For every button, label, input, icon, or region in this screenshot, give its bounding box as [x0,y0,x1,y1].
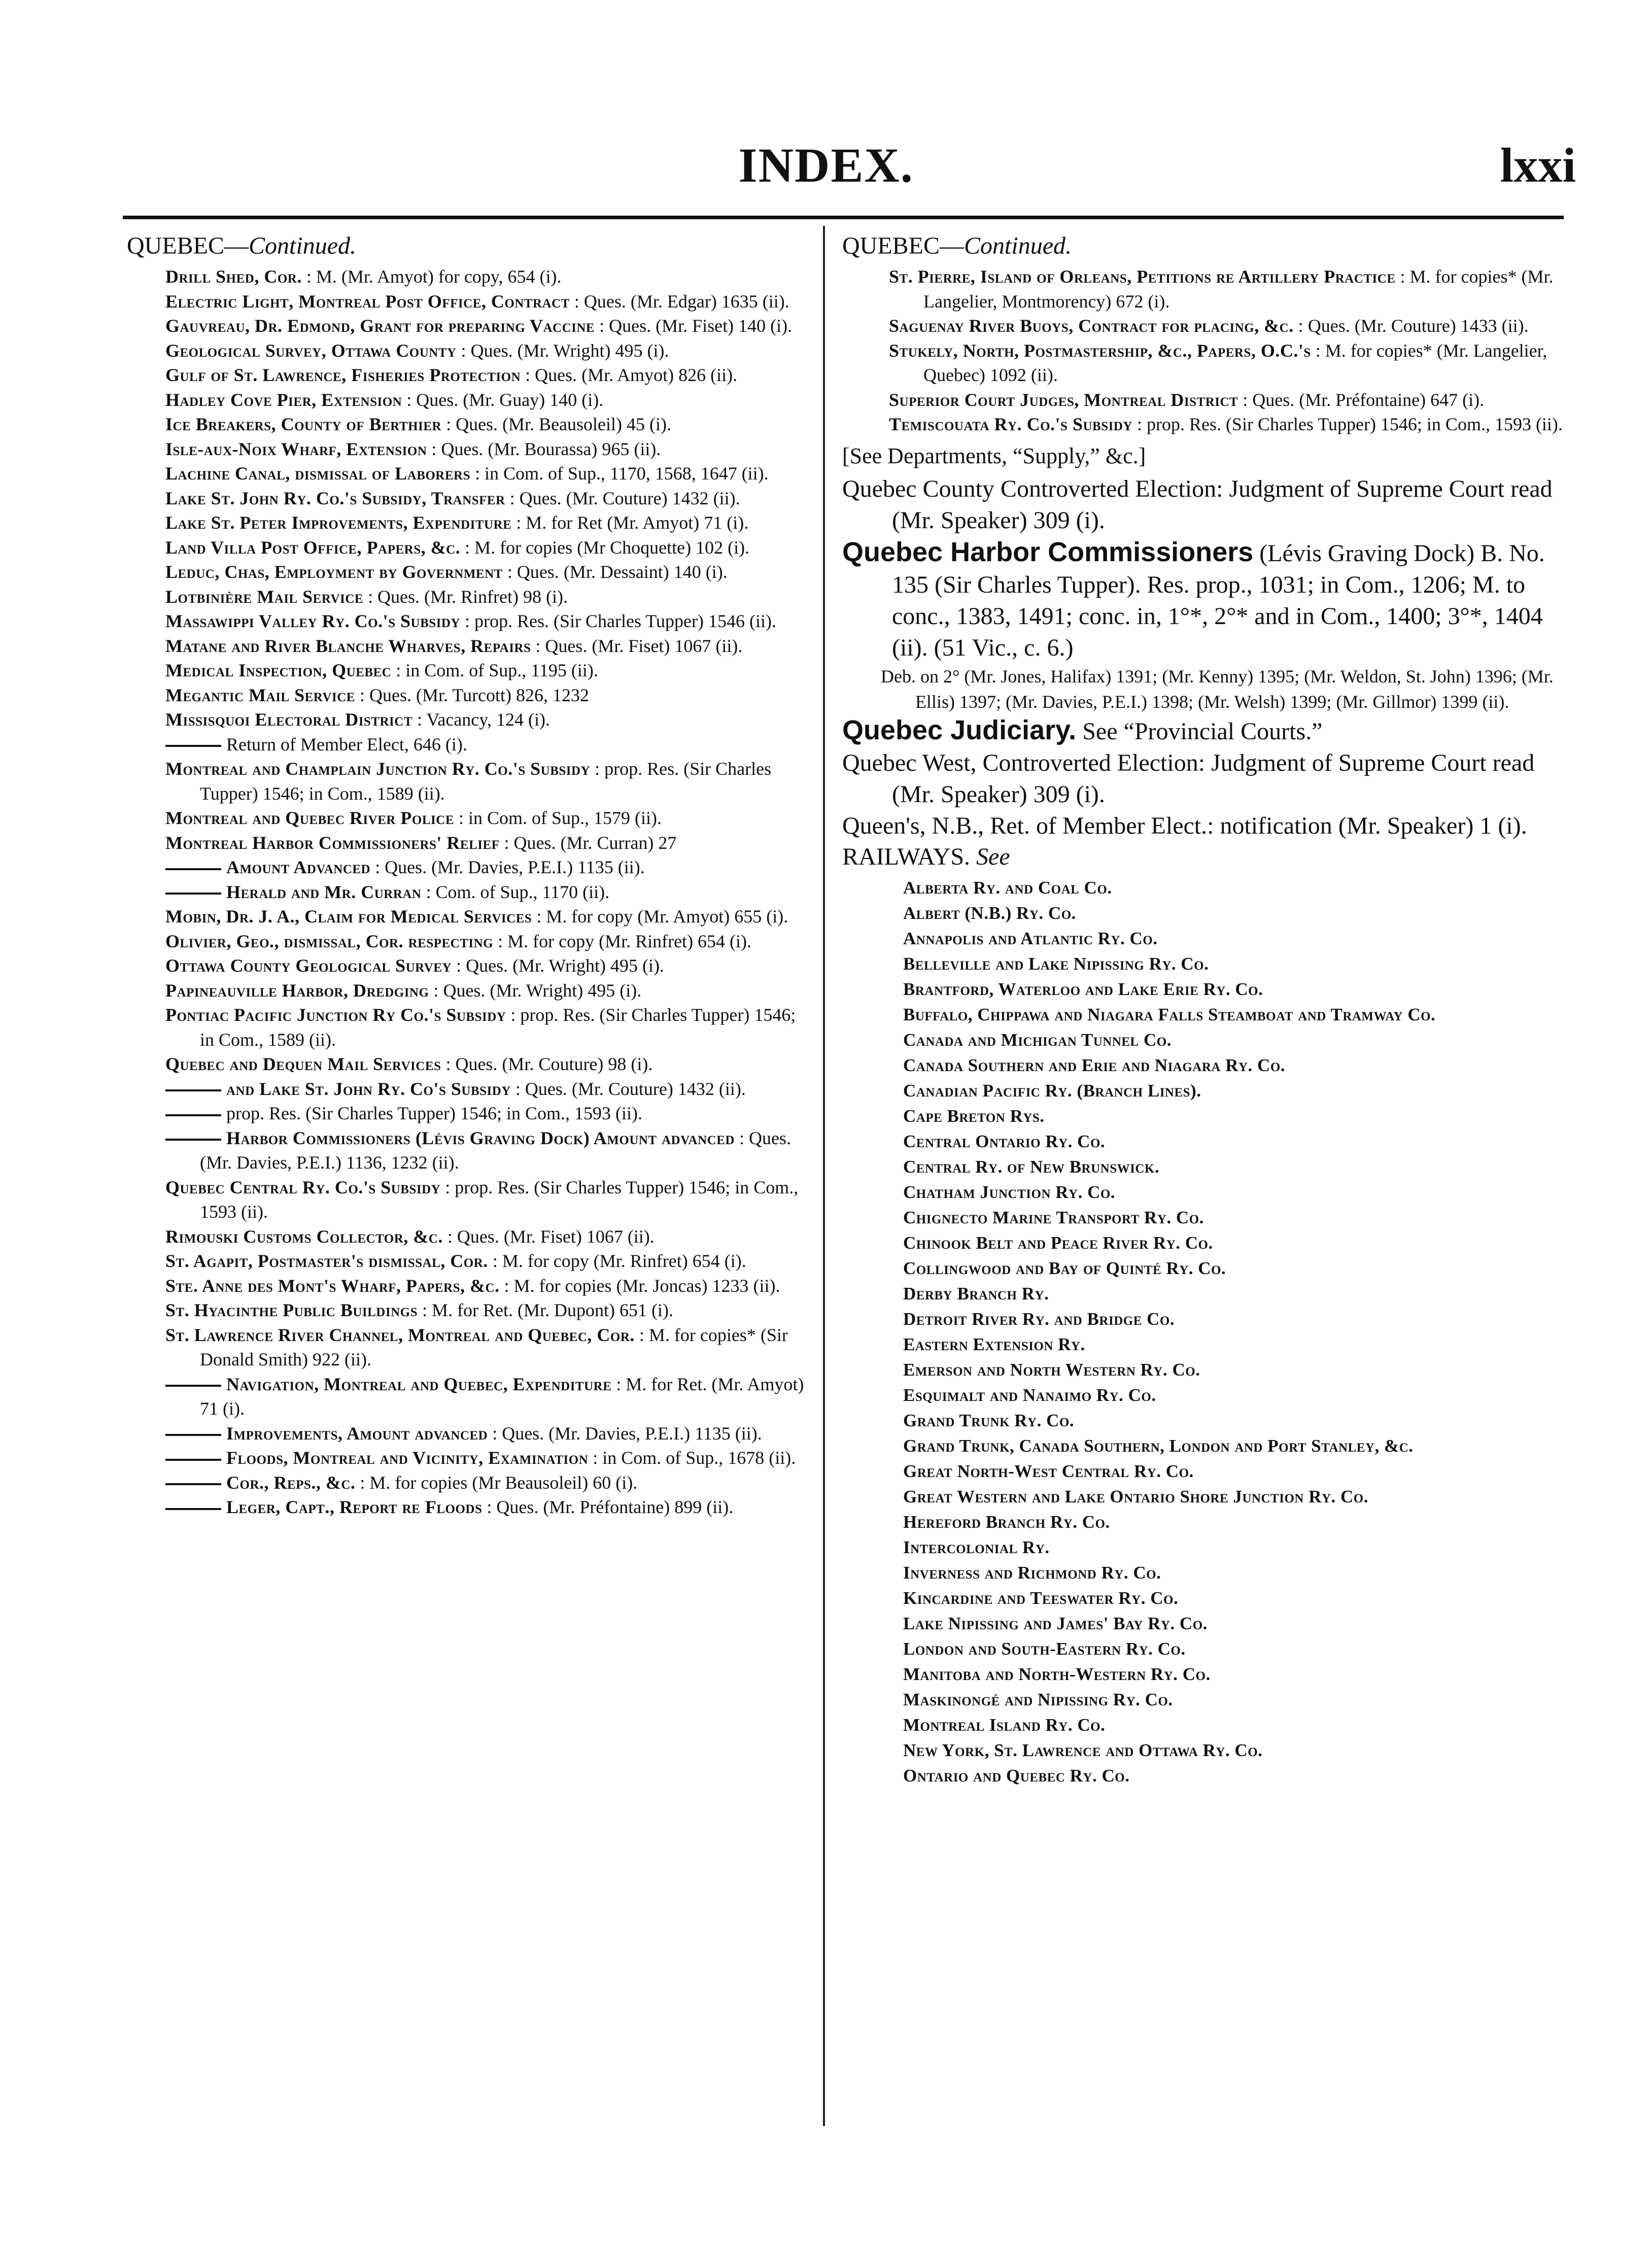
railway-item: Derby Branch Ry. [903,1283,1049,1304]
right-index-entry [889,412,1568,437]
entry-reference: prop. Res. (Sir Charles Tupper) 1546; in Com., 1593 (ii). [226,1103,642,1123]
left-index-entry [165,929,809,954]
left-index-entry [165,1495,809,1520]
entry-heading: Megantic Mail Service [165,684,355,705]
entry-reference: : Ques. (Mr. Beausoleil) 45 (i). [441,414,671,434]
entry-reference: : M. for copy (Mr. Rinfret) 654 (i). [493,931,752,951]
entry-heading: Drill Shed, Cor. [165,266,302,287]
left-index-entry [165,1126,809,1175]
left-index-entry [165,585,809,609]
entry-heading: Herald and Mr. Curran [226,881,422,902]
entry-heading: Papineauville Harbor, Dredging [165,980,429,1001]
entry-heading: Massawippi Valley Ry. Co.'s Subsidy [165,611,460,631]
entry-reference: : M. for copies (Mr Beausoleil) 60 (i). [355,1472,638,1493]
railway-item: Kincardine and Teeswater Ry. Co. [903,1588,1179,1608]
entry-heading: Montreal and Quebec River Police [165,808,454,828]
left-index-entry [165,880,809,905]
entry-reference: : in Com. of Sup., 1195 (ii). [391,660,598,680]
ditto-dash [165,1434,221,1436]
ditto-dash [165,1483,221,1485]
railway-item: Canadian Pacific Ry. (Branch Lines). [903,1080,1201,1101]
entry-heading: Lachine Canal, dismissal of Laborers [165,463,470,484]
right-index-entry [889,264,1568,314]
left-index-entry [165,1372,809,1421]
entry-reference: : Ques. (Mr. Turcott) 826, 1232 [355,684,590,705]
entry-reference: : Ques. (Mr. Préfontaine) 899 (ii). [482,1497,734,1517]
ditto-dash [165,893,221,895]
entry-reference: : Ques. (Mr. Couture) 98 (i). [441,1054,653,1074]
left-index-entry [165,757,809,806]
left-index-entry [165,1421,809,1446]
entry-heading: Matane and River Blanche Wharves, Repairs [165,635,531,656]
railway-item: Hereford Branch Ry. Co. [903,1512,1110,1532]
entry-heading: Quebec Central Ry. Co.'s Subsidy [165,1177,441,1197]
railway-item: Emerson and North Western Ry. Co. [903,1359,1200,1380]
left-index-entry [165,732,809,757]
railway-item: Belleville and Lake Nipissing Ry. Co. [903,953,1209,974]
left-index-entry [165,510,809,535]
left-index-entry [165,1274,809,1298]
left-index-entry [165,1101,809,1126]
ditto-dash [165,1114,221,1116]
railway-item: Canada Southern and Erie and Niagara Ry. Co. [903,1055,1286,1075]
entry-reference: : Ques. (Mr. Couture) 1432 (ii). [510,1078,746,1099]
entry-reference: : in Com. of Sup., 1170, 1568, 1647 (ii). [470,463,769,484]
see-reference: [See Departments, “Supply,” &c.] [842,443,1146,468]
entry-reference: : in Com. of Sup., 1678 (ii). [588,1448,796,1468]
railway-item: Eastern Extension Ry. [903,1334,1085,1354]
entry-reference: : Ques. (Mr. Dessaint) 140 (i). [502,562,728,582]
entry-heading: Geological Survey, Ottawa County [165,340,457,361]
entry-heading: Gauvreau, Dr. Edmond, Grant for preparing Vaccine [165,316,595,336]
entry-heading: Missisquoi Electoral District [165,709,413,730]
entry-heading: Ste. Anne des Mont's Wharf, Papers, &c. [165,1275,500,1296]
left-index-entry [165,388,809,413]
entry-heading: Medical Inspection, Quebec [165,660,392,680]
section-heading-right: QUEBEC—Continued. [842,232,1072,259]
entry-reference: : M. for copies* (Mr. Langelier, Montmorency) 672 (i). [923,266,1554,312]
left-index-entry [165,1175,809,1224]
entry-reference: Return of Member Elect, 646 (i). [226,734,467,755]
entry-heading: Lotbinière Mail Service [165,586,364,607]
right-index-entry [889,314,1568,338]
railway-item: Manitoba and North-Western Ry. Co. [903,1664,1211,1684]
railways-heading: RAILWAYS. See [842,843,1010,870]
railway-item: Alberta Ry. and Coal Co. [903,877,1112,898]
left-index-entry [165,461,809,486]
left-index-entry [165,363,809,388]
queens-entry: Queen's, N.B., Ret. of Member Elect.: notification (Mr. Speaker) 1 (i). [842,812,1527,839]
entry-heading: Hadley Cove Pier, Extension [165,389,402,410]
right-index-entry [889,388,1568,413]
left-index-entry [165,1249,809,1274]
entry-reference: : M. for copies* (Mr. Langelier, Quebec) 1092 (ii). [923,340,1547,385]
entry-heading: Lake St. Peter Improvements, Expenditure [165,512,512,533]
entry-reference: : prop. Res. (Sir Charles Tupper) 1546 (ii). [460,611,776,631]
left-index-entry [165,953,809,978]
entry-heading: St. Lawrence River Channel, Montreal and Quebec, Cor. [165,1324,635,1345]
entry-reference: : Vacancy, 124 (i). [412,709,550,730]
entry-heading: Stukely, North, Postmastership, &c., Papers, O.C.'s [889,340,1311,361]
railway-item: Detroit River Ry. and Bridge Co. [903,1309,1175,1329]
railway-item: New York, St. Lawrence and Ottawa Ry. Co. [903,1740,1263,1760]
left-index-entry [165,855,809,880]
left-index-entry [165,1298,809,1323]
entry-reference: : Ques. (Mr. Edgar) 1635 (ii). [569,291,789,312]
entry-heading: Floods, Montreal and Vicinity, Examination [226,1448,589,1468]
entry-reference: : Ques. (Mr. Préfontaine) 647 (i). [1238,389,1485,410]
left-index-entry [165,978,809,1003]
harbor-commissioners-entry [842,536,1568,664]
harbor-details: (Lévis Graving Dock) B. No. 135 (Sir Charles Tupper). Res. prop., 1031; in Com., 1206; M. to conc., 1383, 1491; conc. in, 1°*, 2°* and in Com., 1400; 3°*, 1404 (ii). (51 Vic., c. 6.) [892,539,1545,661]
right-entry-list [842,264,1568,437]
left-index-entry [165,289,809,314]
left-index-entry [165,609,809,634]
entry-reference: : M. for Ret. (Mr. Dupont) 651 (i). [417,1300,673,1320]
judiciary-see: See “Provincial Courts.” [1082,717,1323,745]
right-index-entry [889,338,1568,388]
left-index-entry [165,904,809,929]
entry-reference: : Ques. (Mr. Fiset) 1067 (ii). [442,1226,655,1247]
entry-heading: St. Agapit, Postmaster's dismissal, Cor. [165,1251,488,1271]
entry-heading: Improvements, Amount advanced [226,1423,488,1444]
entry-reference: : Com. of Sup., 1170 (ii). [421,881,610,902]
left-column [127,231,809,1520]
entry-heading: Montreal and Champlain Junction Ry. Co.'s Subsidy [165,759,591,779]
left-entry-list [127,264,809,1520]
right-column [842,231,1568,1789]
railway-item: Inverness and Richmond Ry. Co. [903,1562,1161,1583]
entry-heading: Amount Advanced [226,857,371,877]
entry-heading: Ottawa County Geological Survey [165,955,452,976]
left-index-entry [165,634,809,659]
entry-reference: : Ques. (Mr. Wright) 495 (i). [452,955,664,976]
entry-heading: Leduc, Chas, Employment by Government [165,562,503,582]
west-election-entry: Quebec West, Controverted Election: Judgment of Supreme Court read (Mr. Speaker) 309 (i). [842,749,1535,808]
entry-reference: : Ques. (Mr. Bourassa) 965 (ii). [427,438,661,459]
entry-reference: : Ques. (Mr. Guay) 140 (i). [402,389,604,410]
entry-reference: : Ques. (Mr. Rinfret) 98 (i). [363,586,568,607]
railway-item: Canada and Michigan Tunnel Co. [903,1030,1172,1050]
entry-reference: : M. for Ret. (Mr. Amyot) 71 (i). [200,1374,804,1419]
judiciary-heading: Quebec Judiciary. [842,714,1077,745]
entry-reference: : Ques. (Mr. Wright) 495 (i). [456,340,669,361]
entry-reference: : Ques. (Mr. Wright) 495 (i). [429,980,642,1001]
entry-reference: : prop. Res. (Sir Charles Tupper) 1546; in Com., 1589 (ii). [200,759,772,804]
ditto-dash [165,1459,221,1461]
railways-list [903,875,1568,1789]
entry-reference: : Ques. (Mr. Davies, P.E.I.) 1136, 1232 (ii). [200,1127,791,1173]
railway-item: Grand Trunk Ry. Co. [903,1410,1075,1430]
railway-item: Central Ry. of New Brunswick. [903,1156,1160,1177]
railway-item: Grand Trunk, Canada Southern, London and Port Stanley, &c. [903,1435,1414,1456]
railway-item: Lake Nipissing and James' Bay Ry. Co. [903,1613,1208,1633]
page-header [0,0,1652,213]
entry-heading: Pontiac Pacific Junction Ry Co.'s Subsidy [165,1005,506,1025]
entry-heading: Superior Court Judges, Montreal District [889,389,1238,410]
ditto-dash [165,1508,221,1510]
entry-heading: Ice Breakers, County of Berthier [165,414,442,434]
entry-heading: Isle-aux-Noix Wharf, Extension [165,438,427,459]
entry-reference: : Ques. (Mr. Couture) 1432 (ii). [505,488,740,508]
entry-reference: : prop. Res. (Sir Charles Tupper) 1546; in Com., 1593 (ii). [1132,414,1563,434]
entry-heading: Land Villa Post Office, Papers, &c. [165,537,461,558]
left-index-entry [165,1077,809,1102]
left-index-entry [165,560,809,585]
entry-reference: : prop. Res. (Sir Charles Tupper) 1546; in Com., 1589 (ii). [200,1005,796,1050]
railway-item: Esquimalt and Nanaimo Ry. Co. [903,1385,1156,1405]
section-heading-left: QUEBEC—Continued. [127,232,356,259]
railway-item: Chignecto Marine Transport Ry. Co. [903,1207,1204,1227]
entry-reference: : in Com. of Sup., 1579 (ii). [454,808,662,828]
entry-heading: Electric Light, Montreal Post Office, Contract [165,291,570,312]
entry-heading: Saguenay River Buoys, Contract for placing, &c. [889,316,1294,336]
entry-reference: : M. (Mr. Amyot) for copy, 654 (i). [301,266,562,287]
entry-reference: : M. for copy (Mr. Rinfret) 654 (i). [488,1251,746,1271]
entry-heading: Harbor Commissioners (Lévis Graving Dock) Amount advanced [226,1127,735,1148]
railway-item: Intercolonial Ry. [903,1537,1050,1557]
railway-item: Great North-West Central Ry. Co. [903,1461,1194,1481]
railway-item: Ontario and Quebec Ry. Co. [903,1765,1130,1786]
left-index-entry [165,806,809,831]
entry-heading: Temiscouata Ry. Co.'s Subsidy [889,414,1132,434]
entry-reference: : Ques. (Mr. Fiset) 1067 (ii). [531,635,743,656]
county-election-entry: Quebec County Controverted Election: Judgment of Supreme Court read (Mr. Speaker) 309 (i). [842,475,1553,534]
left-index-entry [165,831,809,855]
railway-item: Buffalo, Chippawa and Niagara Falls Steamboat and Tramway Co. [903,1004,1436,1024]
left-index-entry [165,338,809,363]
left-index-entry [165,683,809,708]
railway-item: Collingwood and Bay of Quinté Ry. Co. [903,1258,1226,1278]
entry-heading: and Lake St. John Ry. Co's Subsidy [226,1078,511,1099]
railway-item: Cape Breton Rys. [903,1106,1045,1126]
entry-reference: : Ques. (Mr. Curran) 27 [499,832,677,853]
entry-reference: : Ques. (Mr. Davies, P.E.I.) 1135 (ii). [488,1423,762,1444]
railway-item: Albert (N.B.) Ry. Co. [903,903,1076,923]
ditto-dash [165,1139,221,1141]
entry-heading: Navigation, Montreal and Quebec, Expenditure [226,1374,612,1394]
railway-item: Brantford, Waterloo and Lake Erie Ry. Co. [903,979,1263,999]
entry-heading: Quebec and Dequen Mail Services [165,1054,441,1074]
entry-heading: Olivier, Geo., dismissal, Cor. respecting [165,931,494,951]
railway-item: London and South-Eastern Ry. Co. [903,1638,1186,1659]
entry-reference: : Ques. (Mr. Amyot) 826 (ii). [521,365,738,385]
left-index-entry [165,1224,809,1249]
left-index-entry [165,486,809,511]
entry-reference: : Ques. (Mr. Davies, P.E.I.) 1135 (ii). [370,857,645,877]
railway-item: Montreal Island Ry. Co. [903,1715,1106,1735]
entry-reference: : M. for copies (Mr. Joncas) 1233 (ii). [499,1275,780,1296]
left-index-entry [165,1470,809,1495]
left-index-entry [165,1052,809,1077]
header-rule [123,216,1564,219]
page-number: lxxi [1500,138,1576,192]
entry-heading: Lake St. John Ry. Co.'s Subsidy, Transfer [165,488,505,508]
page-title: INDEX. [738,138,914,192]
left-index-entry [165,535,809,560]
entry-reference: : M. for copies (Mr Choquette) 102 (i). [460,537,750,558]
entry-heading: Montreal Harbor Commissioners' Relief [165,832,500,853]
entry-heading: St. Hyacinthe Public Buildings [165,1300,418,1320]
column-divider [823,226,825,2126]
harbor-heading: Quebec Harbor Commissioners [842,536,1254,567]
left-index-entry [165,658,809,683]
entry-reference: : Ques. (Mr. Fiset) 140 (i). [595,316,793,336]
left-index-entry [165,437,809,462]
railway-item: Annapolis and Atlantic Ry. Co. [903,928,1158,948]
entry-reference: : M. for copies* (Sir Donald Smith) 922 (ii). [200,1324,788,1369]
left-index-entry [165,1003,809,1052]
railway-item: Chinook Belt and Peace River Ry. Co. [903,1232,1213,1253]
ditto-dash [165,1089,221,1091]
ditto-dash [165,1385,221,1387]
left-index-entry [165,264,809,289]
left-index-entry [165,314,809,338]
entry-reference: : Ques. (Mr. Couture) 1433 (ii). [1293,316,1529,336]
railway-item: Great Western and Lake Ontario Shore Junction Ry. Co. [903,1486,1368,1506]
judiciary-entry [842,714,1568,747]
ditto-dash [165,745,221,747]
left-index-entry [165,707,809,732]
entry-heading: Leger, Capt., Report re Floods [226,1497,483,1517]
left-index-entry [165,1446,809,1470]
left-index-entry [165,412,809,437]
entry-heading: Cor., Reps., &c. [226,1472,356,1493]
entry-heading: Rimouski Customs Collector, &c. [165,1226,443,1247]
railway-item: Maskinongé and Nipissing Ry. Co. [903,1689,1173,1709]
entry-reference: : M. for copy (Mr. Amyot) 655 (i). [532,906,788,927]
railway-item: Chatham Junction Ry. Co. [903,1182,1116,1202]
entry-heading: St. Pierre, Island of Orleans, Petitions re Artillery Practice [889,266,1396,287]
entry-reference: : M. for Ret (Mr. Amyot) 71 (i). [511,512,749,533]
railway-item: Central Ontario Ry. Co. [903,1131,1106,1151]
entry-reference: : prop. Res. (Sir Charles Tupper) 1546; in Com., 1593 (ii). [200,1177,799,1222]
entry-heading: Mobin, Dr. J. A., Claim for Medical Services [165,906,532,927]
entry-heading: Gulf of St. Lawrence, Fisheries Protection [165,365,521,385]
debate-entry: Deb. on 2° (Mr. Jones, Halifax) 1391; (Mr. Kenny) 1395; (Mr. Weldon, St. John) 1396; (Mr. Ellis) 1397; (Mr. Davies, P.E.I.) 1398; (Mr. Welsh) 1399; (Mr. Gillmor) 1399 (ii). [881,666,1554,712]
left-index-entry [165,1323,809,1372]
ditto-dash [165,868,221,870]
